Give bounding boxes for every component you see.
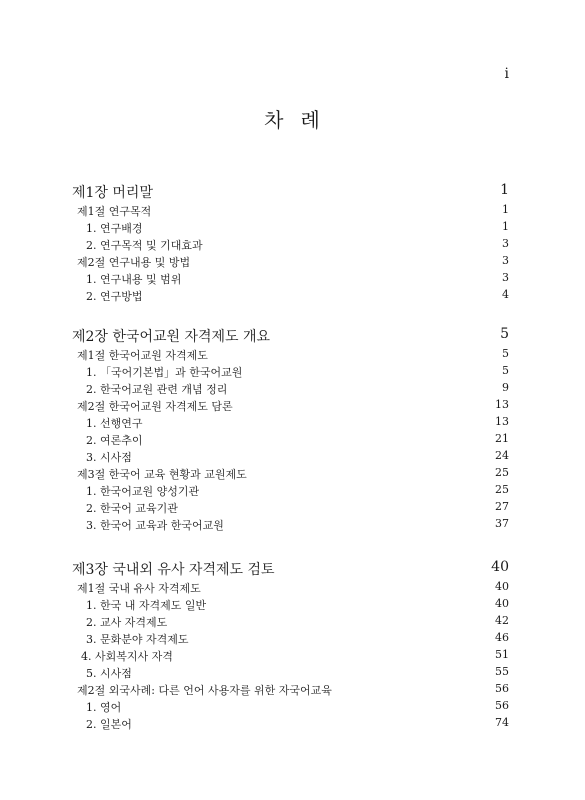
toc-entry-page: 55 [495,665,509,678]
toc-entry-label: 제2장 한국어교원 자격제도 개요 [72,329,271,345]
toc-section-row [0,398,585,415]
toc-entry-page: 5 [502,347,509,360]
toc-entry-page: 46 [495,631,509,644]
toc-entry-label: 1. 연구내용 및 범위 [86,273,182,286]
page-title [0,104,585,133]
toc-item-row [0,716,585,733]
toc-entry-page: 37 [495,517,509,530]
toc-entry-label: 제2절 외국사례: 다른 언어 사용자를 위한 자국어교육 [77,684,332,697]
toc-entry-label: 3. 문화분야 자격제도 [86,633,189,646]
toc-entry-page: 42 [495,614,509,627]
toc-section-row [0,203,585,220]
toc-entry-label: 5. 시사점 [86,667,132,680]
toc-entry-label: 제1절 국내 유사 자격제도 [77,582,201,595]
toc-chapter-row [0,326,585,346]
toc-entry-label: 3. 시사점 [86,451,132,464]
toc-item-row [0,449,585,466]
toc-entry-label: 2. 연구목적 및 기대효과 [86,239,203,252]
toc-entry-label: 2. 연구방법 [86,290,143,303]
toc-item-row [0,699,585,716]
toc-item-row [0,237,585,254]
toc-item-row [0,364,585,381]
toc-entry-label: 1. 한국어교원 양성기관 [86,485,200,498]
toc-item-row [0,432,585,449]
toc-entry-page: 9 [502,381,509,394]
toc-item-row [0,648,585,665]
page-title-left: 차 [264,108,285,132]
toc-entry-page: 3 [502,237,509,250]
toc-entry-label: 2. 여론추이 [86,434,143,447]
toc-item-row [0,665,585,682]
page-number: i [504,66,509,82]
toc-entry-page: 27 [495,500,509,513]
toc-section-row [0,466,585,483]
toc-chapter-row [0,182,585,202]
toc-section-row [0,254,585,271]
toc-entry-label: 제2절 한국어교원 자격제도 담론 [77,400,233,413]
toc-entry-page: 21 [495,432,509,445]
toc-item-row [0,381,585,398]
toc-entry-label: 제1절 연구목적 [77,205,152,218]
toc-entry-page: 13 [495,415,509,428]
toc-entry-label: 3. 한국어 교육과 한국어교원 [86,519,224,532]
toc-entry-page: 25 [495,466,509,479]
toc-item-row [0,597,585,614]
toc-entry-label: 2. 일본어 [86,718,132,731]
toc-entry-label: 제2절 연구내용 및 방법 [77,256,191,269]
toc-section-row [0,347,585,364]
toc-entry-page: 40 [491,559,509,575]
toc-entry-page: 24 [495,449,509,462]
toc-entry-label: 2. 한국어교원 관련 개념 정리 [86,383,228,396]
toc-item-row [0,631,585,648]
toc-entry-label: 2. 교사 자격제도 [86,616,168,629]
toc-item-row [0,220,585,237]
toc-item-row [0,288,585,305]
toc-entry-page: 40 [495,580,509,593]
toc-entry-label: 1. 「국어기본법」과 한국어교원 [86,366,243,379]
toc-entry-label: 2. 한국어 교육기관 [86,502,178,515]
toc-entry-page: 56 [495,682,509,695]
toc-entry-label: 1. 한국 내 자격제도 일반 [86,599,207,612]
toc-entry-label: 제3장 국내외 유사 자격제도 검토 [72,562,275,578]
toc-entry-page: 4 [502,288,509,301]
toc-entry-page: 40 [495,597,509,610]
toc-item-row [0,271,585,288]
toc-entry-page: 1 [502,203,509,216]
toc-entry-page: 5 [502,364,509,377]
toc-item-row [0,500,585,517]
toc-entry-page: 1 [500,182,509,198]
toc-entry-label: 1. 선행연구 [86,417,143,430]
toc-entry-label: 1. 연구배경 [86,222,143,235]
toc-entry-page: 3 [502,254,509,267]
toc-entry-page: 13 [495,398,509,411]
toc-chapter-row [0,559,585,579]
toc-entry-page: 1 [502,220,509,233]
toc-entry-label: 제1장 머리말 [72,185,153,201]
toc-entry-page: 3 [502,271,509,284]
toc-item-row [0,483,585,500]
toc-entry-page: 51 [495,648,509,661]
toc-entry-label: 제1절 한국어교원 자격제도 [77,349,208,362]
toc-entry-label: 1. 영어 [86,701,122,714]
toc-item-row [0,415,585,432]
toc-item-row [0,517,585,534]
toc-item-row [0,614,585,631]
toc-entry-label: 4. 사회복지사 자격 [81,650,173,663]
toc-section-row [0,580,585,597]
toc-entry-page: 74 [495,716,509,729]
toc-entry-label: 제3절 한국어 교육 현황과 교원제도 [77,468,247,481]
toc-entry-page: 5 [500,326,509,342]
page-title-right: 례 [300,108,321,132]
toc-section-row [0,682,585,699]
toc-entry-page: 25 [495,483,509,496]
toc-entry-page: 56 [495,699,509,712]
